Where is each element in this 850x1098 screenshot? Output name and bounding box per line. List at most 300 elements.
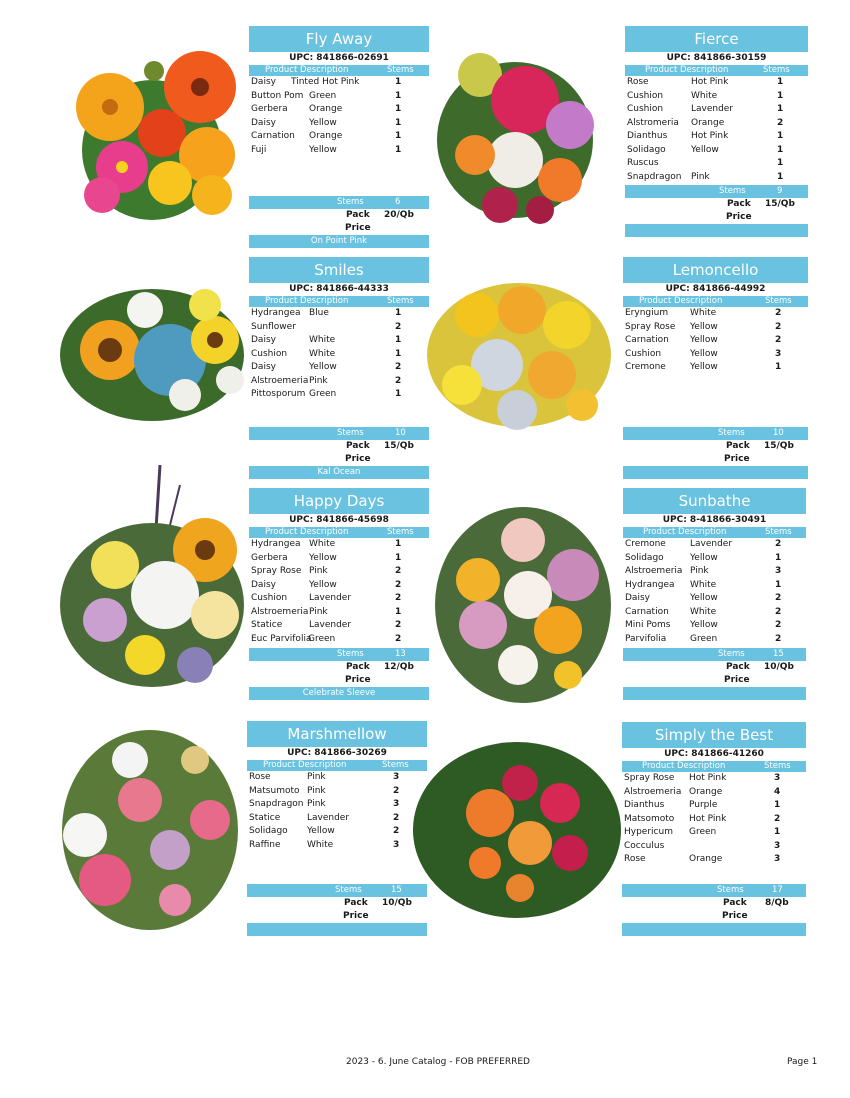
card-footer-bar: Kal Ocean [249,466,429,479]
product-title: Fierce [625,26,808,52]
table-header [249,296,429,307]
stem-count: 1 [777,104,784,114]
flower-name: Snapdragon [249,799,304,809]
stem-count: 1 [395,335,402,345]
list-item [623,361,808,375]
pack-label: Pack [346,210,370,220]
stem-count: 1 [395,104,402,114]
flower-name: Snapdragon [627,171,682,182]
list-item [249,103,429,117]
header-stems: Stems [764,761,791,771]
flower-name: Solidago [627,144,666,155]
stem-count: 3 [393,772,400,782]
stem-count: 1 [775,552,782,563]
stem-count: 1 [777,171,784,182]
list-item [623,321,808,335]
table-header [622,761,806,772]
stem-count: 1 [395,144,402,155]
flower-color: Orange [309,131,343,141]
list-item [622,826,806,840]
card-footer-bar: On Point Pink [249,235,429,248]
flower-name: Daisy [251,362,276,372]
stem-count: 2 [393,785,400,796]
flower-color: Lavender [690,539,733,549]
pack-label: Pack [726,441,750,451]
flower-color: Blue [309,308,329,318]
stem-count: 2 [395,375,402,386]
pack-label: Pack [723,898,747,908]
flower-color: White [690,308,717,318]
stems-total-label: Stems [718,649,745,659]
list-item [625,144,808,158]
flower-name: Matsomoto [624,813,675,824]
product-title: Fly Away [249,26,429,52]
pack-value: 10/Qb [764,662,794,672]
stem-count: 2 [395,593,402,603]
list-item [623,579,806,593]
item-list [623,538,806,648]
list-item [247,785,427,799]
product-card-happy-days [249,488,429,700]
stem-count: 2 [775,539,782,549]
stems-total-label: Stems [337,197,364,207]
stem-count: 3 [393,799,400,809]
flower-color: Pink [307,799,326,809]
stem-count: 1 [777,158,784,168]
flower-name: Daisy [251,117,276,128]
list-item [625,90,808,104]
pack-row [249,209,429,222]
catalog-label: 2023 - 6. June Catalog - FOB PREFERRED [346,1057,530,1067]
flower-name: Daisy [251,77,276,87]
stem-count: 2 [393,812,400,823]
product-card-lemoncello [623,257,808,479]
stems-total-value: 15 [773,649,784,659]
header-description: Product Description [642,761,726,771]
list-item [249,619,429,633]
flower-color: Pink [309,375,328,386]
flower-name: Alstroemeria [251,606,309,617]
list-item [625,157,808,171]
product-upc: UPC: 8-41866-30491 [662,515,767,525]
flower-name: Carnation [625,335,669,345]
flower-color: Yellow [690,335,718,345]
card-footer-bar [625,224,808,237]
stem-count: 2 [395,620,402,630]
list-item [625,103,808,117]
stems-total-value: 13 [395,649,406,659]
flower-color: Hot Pink [689,813,727,824]
flower-name: Ruscus [627,158,659,168]
price-row [623,674,806,687]
bouquet-photo-marshmellow [55,720,245,935]
item-list [247,771,427,884]
table-header [623,527,806,538]
table-header [249,527,429,538]
stem-count: 1 [777,131,784,141]
list-item [249,579,429,593]
price-label: Price [722,911,748,921]
price-label: Price [726,212,752,222]
stems-total-label: Stems [717,885,744,895]
flower-name: Daisy [625,593,650,603]
stems-total-value: 15 [391,885,402,895]
bouquet-photo-happy-days [55,455,250,695]
page-number: Page 1 [787,1057,818,1067]
flower-color: Pink [307,772,326,782]
list-item [249,388,429,402]
flower-name: Raffine [249,839,281,850]
flower-color: Green [690,633,718,644]
product-card-fly-away [249,26,429,248]
list-item [625,130,808,144]
flower-name: Alstromeria [627,117,679,128]
flower-color: Purple [689,800,718,810]
bouquet-photo-sunbathe [428,500,618,710]
flower-color: Yellow [307,826,335,836]
list-item [247,839,427,853]
stem-count: 2 [775,606,782,617]
product-card-marshmellow [247,721,427,936]
stem-count: 3 [393,839,400,850]
flower-color: Yellow [309,117,337,128]
price-label: Price [345,675,371,685]
card-footer-bar [623,466,808,479]
stem-count: 2 [395,633,402,644]
bouquet-photo-lemoncello [422,265,617,445]
header-description: Product Description [265,527,349,537]
bouquet-photo-fierce [420,45,610,230]
stem-count: 1 [777,77,784,87]
header-stems: Stems [765,296,792,306]
pack-row [623,661,806,674]
header-description: Product Description [645,65,729,75]
flower-name: Eryngium [625,308,669,318]
pack-row [247,897,427,910]
stems-total-value: 9 [777,186,783,196]
flower-name: Rose [624,854,646,864]
list-item [625,76,808,90]
price-row [625,211,808,224]
flower-color: Tinted Hot Pink [291,77,360,87]
product-card-smiles [249,257,429,479]
flower-name: Carnation [625,606,669,617]
price-row [622,910,806,923]
flower-name: Solidago [249,826,288,836]
flower-name: Daisy [251,579,276,590]
list-item [249,361,429,375]
list-item [622,813,806,827]
stem-count: 2 [775,335,782,345]
stem-count: 2 [775,593,782,603]
flower-color: Yellow [309,362,337,372]
stem-count: 2 [395,566,402,576]
stems-total-label: Stems [719,186,746,196]
price-label: Price [345,223,371,233]
flower-name: Solidago [625,552,664,563]
list-item [622,799,806,813]
stem-count: 1 [395,606,402,617]
stem-count: 2 [775,321,782,332]
pack-label: Pack [344,898,368,908]
stem-count: 2 [775,620,782,630]
list-item [623,552,806,566]
stems-total-label: Stems [337,428,364,438]
list-item [623,348,808,362]
stem-count: 2 [395,321,402,332]
pack-value: 15/Qb [384,441,414,451]
flower-name: Carnation [251,131,295,141]
flower-color: Pink [309,606,328,617]
stem-count: 3 [774,840,781,851]
flower-name: Rose [249,772,271,782]
product-title: Simply the Best [622,722,806,748]
flower-name: Spray Rose [251,566,302,576]
product-upc: UPC: 841866-44992 [665,284,766,294]
pack-row [623,440,808,453]
product-title: Happy Days [249,488,429,514]
stems-total-label: Stems [335,885,362,895]
price-row [249,222,429,235]
product-card-simply-the-best [622,722,806,936]
list-item [249,76,429,90]
pack-value: 12/Qb [384,662,414,672]
bouquet-photo-fly-away [62,45,242,225]
stem-count: 2 [777,117,784,128]
list-item [249,633,429,647]
list-item [247,798,427,812]
item-list [623,307,808,427]
flower-color: Lavender [309,620,352,630]
header-stems: Stems [387,296,414,306]
flower-name: Cushion [251,348,288,359]
price-row [247,910,427,923]
list-item [623,538,806,552]
stem-count: 1 [775,579,782,590]
flower-color: White [690,579,717,590]
bouquet-photo-simply-the-best [410,738,625,923]
header-description: Product Description [265,296,349,306]
flower-color: Green [689,827,717,837]
flower-color: Pink [309,566,328,576]
flower-name: Gerbera [251,104,288,114]
pack-label: Pack [346,662,370,672]
stem-count: 2 [775,308,782,318]
list-item [622,853,806,867]
flower-color: Yellow [690,620,718,630]
product-card-sunbathe [623,488,806,700]
product-upc: UPC: 841866-44333 [289,284,389,294]
pack-row [625,198,808,211]
list-item [623,619,806,633]
stems-total-bar [623,427,808,440]
stem-count: 1 [395,539,402,549]
flower-color: Orange [689,786,723,797]
list-item [623,565,806,579]
flower-name: Dianthus [627,131,668,141]
list-item [622,772,806,786]
pack-label: Pack [727,199,751,209]
flower-name: Euc Parvifolia [251,633,312,644]
flower-name: Cushion [625,348,662,359]
flower-color: Yellow [309,579,337,590]
flower-name: Hydrangea [625,579,675,590]
price-label: Price [343,911,369,921]
stem-count: 1 [395,131,402,141]
stems-total-label: Stems [718,428,745,438]
stems-total-bar [622,884,806,897]
flower-color: Yellow [691,144,719,155]
list-item [625,171,808,185]
list-item [622,786,806,800]
list-item [249,592,429,606]
stems-total-value: 10 [395,428,406,438]
flower-name: Cushion [251,593,288,603]
stem-count: 2 [775,633,782,644]
stems-total-bar [623,648,806,661]
stem-count: 2 [395,362,402,372]
flower-color: White [690,606,717,617]
list-item [249,90,429,104]
pack-value: 10/Qb [382,898,412,908]
flower-color: Hot Pink [689,773,727,783]
list-item [247,825,427,839]
price-label: Price [724,675,750,685]
flower-color: Green [309,90,337,101]
stem-count: 2 [393,826,400,836]
stems-total-bar [249,648,429,661]
flower-color: Yellow [690,552,718,563]
stem-count: 1 [395,552,402,563]
pack-value: 15/Qb [765,199,795,209]
item-list [622,772,806,884]
stem-count: 1 [395,348,402,359]
list-item [249,321,429,335]
flower-name: Fuji [251,144,267,155]
flower-name: Parvifolia [625,633,667,644]
pack-value: 15/Qb [764,441,794,451]
pack-row [249,661,429,674]
list-item [622,840,806,854]
header-stems: Stems [765,527,792,537]
product-title: Lemoncello [623,257,808,283]
bouquet-photo-smiles [55,275,250,425]
stems-total-value: 17 [772,885,783,895]
card-footer-bar [623,687,806,700]
stems-total-label: Stems [337,649,364,659]
table-header [623,296,808,307]
product-upc: UPC: 841866-41260 [664,749,764,759]
list-item [247,771,427,785]
stem-count: 3 [775,348,782,359]
card-footer-bar: Celebrate Sleeve [249,687,429,700]
stem-count: 3 [774,854,781,864]
flower-color: Hot Pink [691,131,729,141]
stems-total-value: 6 [395,197,401,207]
item-list [249,76,429,196]
stem-count: 1 [777,144,784,155]
flower-name: Alstroemeria [625,566,683,576]
flower-name: Cushion [627,90,664,101]
pack-value: 8/Qb [765,898,789,908]
list-item [249,565,429,579]
price-label: Price [345,454,371,464]
flower-color: Pink [691,171,710,182]
product-title: Marshmellow [247,721,427,747]
flower-color: Lavender [309,593,352,603]
flower-color: Yellow [309,552,337,563]
stem-count: 1 [774,800,781,810]
stem-count: 2 [395,579,402,590]
flower-color: Hot Pink [691,77,729,87]
flower-color: Yellow [690,593,718,603]
flower-color: White [307,839,334,850]
header-stems: Stems [763,65,790,75]
stem-count: 1 [775,362,782,372]
price-label: Price [724,454,750,464]
flower-color: Yellow [690,362,718,372]
flower-name: Cushion [627,104,664,114]
list-item [249,130,429,144]
flower-name: Cremone [625,362,666,372]
product-upc: UPC: 841866-02691 [289,53,389,63]
flower-name: Dianthus [624,800,665,810]
flower-name: Daisy [251,335,276,345]
list-item [623,592,806,606]
flower-name: Spray Rose [624,773,675,783]
stems-total-bar [249,427,429,440]
flower-color: Orange [691,117,725,128]
flower-name: Alstroemeria [251,375,309,386]
price-row [623,453,808,466]
flower-name: Statice [251,620,283,630]
flower-color: Orange [309,104,343,114]
pack-value: 20/Qb [384,210,414,220]
flower-name: Spray Rose [625,321,676,332]
stem-count: 4 [774,786,781,797]
flower-color: White [309,348,336,359]
list-item [249,307,429,321]
flower-name: Cremone [625,539,666,549]
stem-count: 3 [774,773,781,783]
header-description: Product Description [265,65,349,75]
flower-name: Button Pom [251,90,304,101]
flower-color: Green [308,633,336,644]
list-item [247,812,427,826]
header-description: Product Description [639,296,723,306]
stem-count: 1 [395,308,402,318]
stem-count: 2 [774,813,781,824]
list-item [623,334,808,348]
flower-name: Hydrangea [251,308,301,318]
list-item [249,538,429,552]
card-footer-bar [247,923,427,936]
flower-name: Alstroemeria [624,786,682,797]
flower-color: Yellow [690,348,718,359]
stem-count: 1 [395,117,402,128]
flower-name: Gerbera [251,552,288,563]
price-row [249,453,429,466]
list-item [249,334,429,348]
flower-name: Matsumoto [249,785,300,796]
price-row [249,674,429,687]
flower-color: Lavender [691,104,734,114]
header-stems: Stems [382,760,409,770]
flower-name: Cocculus [624,840,665,851]
product-upc: UPC: 841866-45698 [289,515,389,525]
stems-total-bar [247,884,427,897]
stem-count: 1 [777,90,784,101]
